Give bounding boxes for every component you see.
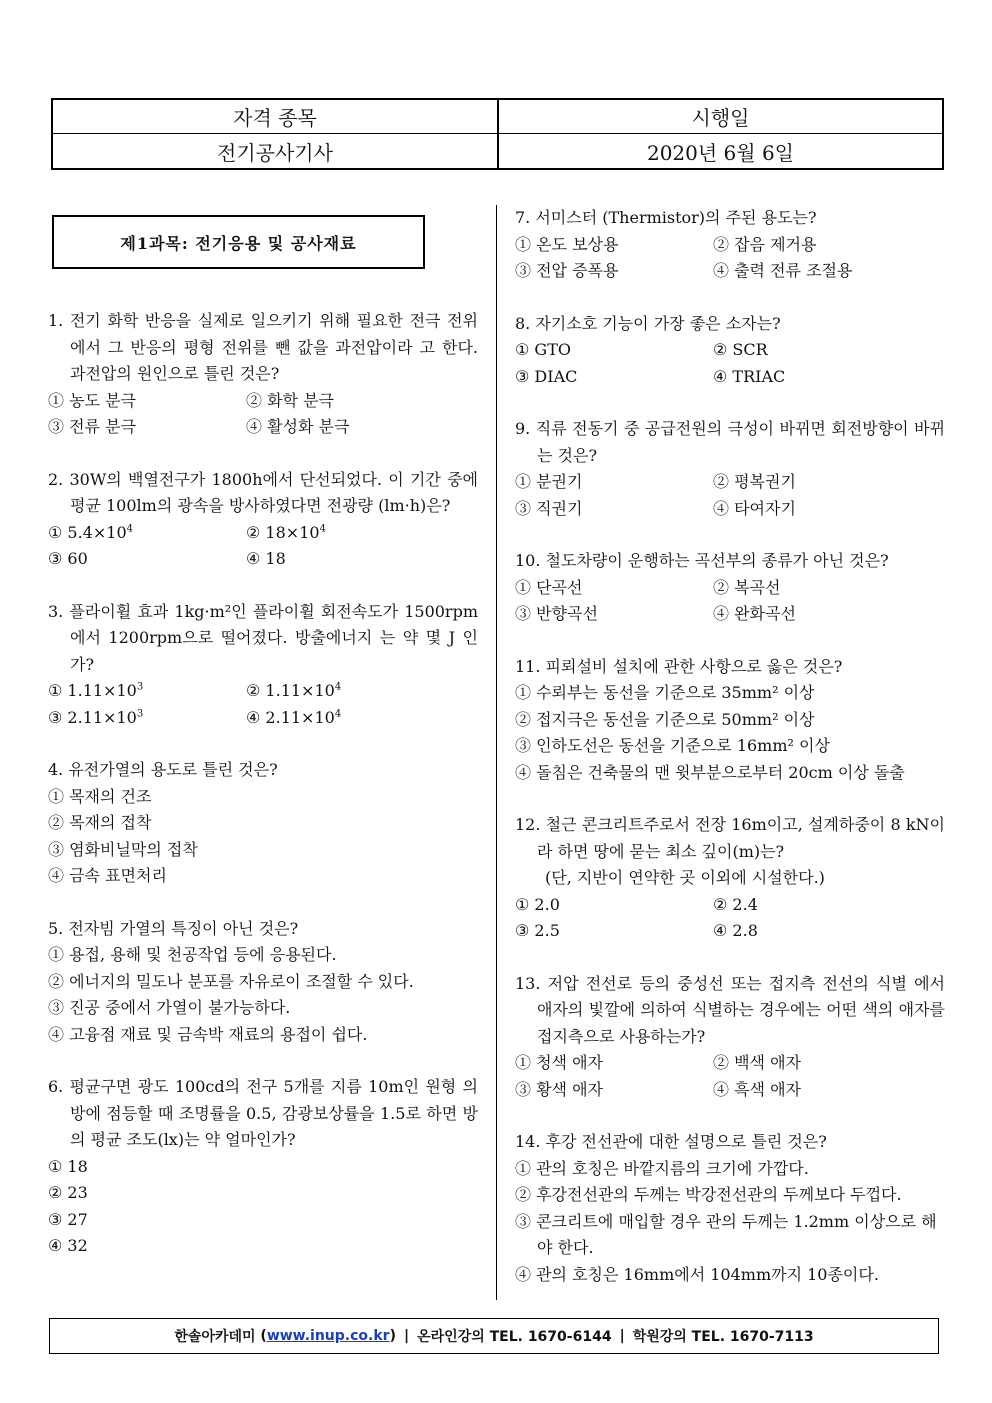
- option-3[interactable]: ③ 반향곡선: [515, 604, 598, 623]
- question-stem: 7. 서미스터 (Thermistor)의 주된 용도는?: [515, 208, 817, 227]
- question-stem: 5. 전자빔 가열의 특징이 아닌 것은?: [48, 918, 299, 938]
- options: [48, 1154, 478, 1260]
- option-1[interactable]: ① 2.0: [515, 894, 560, 914]
- option-2[interactable]: [246, 520, 478, 547]
- option-3[interactable]: ③ 전압 증폭용: [515, 261, 619, 280]
- options: [515, 575, 945, 628]
- question-stem: 10. 철도차량이 운행하는 곡선부의 종류가 아닌 것은?: [515, 551, 889, 570]
- option-4[interactable]: ④ 관의 호칭은 16mm에서 104mm까지 10종이다.: [515, 1264, 879, 1284]
- subject-title: 제1과목: 전기응용 및 공사재료: [52, 215, 425, 269]
- left-column: [48, 308, 478, 1286]
- question-12: [515, 812, 945, 945]
- question-stem: 1. 전기 화학 반응을 실제로 일으키기 위해 필요한 전극 전위에서 그 반응의 평형 전위를 뺀 값을 과전압이라 고 한다. 과전압의 원인으로 틀린 것은?: [48, 311, 478, 383]
- footer-url-link[interactable]: www.inup.co.kr: [266, 1328, 390, 1344]
- question-stem: 12. 철근 콘크리트주로서 전장 16m이고, 설계하중이 8 kN이라 하면 땅에 묻는 최소 깊이(m)는?: [515, 815, 945, 861]
- option-1[interactable]: ① 용접, 용해 및 천공작업 등에 응용된다.: [48, 945, 337, 964]
- question-2: [48, 467, 478, 573]
- option-1[interactable]: ① 수뢰부는 동선을 기준으로 35mm² 이상: [515, 683, 815, 702]
- option-4[interactable]: ④ 타여자기: [713, 498, 796, 518]
- option-2[interactable]: ② 화학 분극: [246, 390, 334, 410]
- option-3[interactable]: ③ 전류 분극: [48, 417, 136, 436]
- options: [515, 680, 945, 786]
- footer-url-close: ): [389, 1328, 396, 1344]
- option-1[interactable]: ① 온도 보상용: [515, 234, 619, 254]
- option-text: ② 1.11×10: [246, 681, 335, 700]
- option-3[interactable]: ③ 27: [48, 1209, 88, 1229]
- header-date-label: 시행일: [499, 100, 942, 134]
- option-4[interactable]: ④ 32: [48, 1236, 88, 1255]
- option-2[interactable]: ② 목재의 접착: [48, 813, 152, 832]
- option-2[interactable]: ② 백색 애자: [713, 1053, 801, 1072]
- question-11: [515, 654, 945, 787]
- option-2[interactable]: ② 접지극은 동선을 기준으로 50mm² 이상: [515, 709, 815, 729]
- option-3[interactable]: ③ 염화비닐막의 접착: [48, 839, 198, 859]
- question-5: [48, 916, 478, 1049]
- question-stem: 11. 피뢰설비 설치에 관한 사항으로 옳은 것은?: [515, 656, 843, 676]
- option-text: ① 5.4×10: [48, 522, 127, 542]
- option-1[interactable]: ① 청색 애자: [515, 1053, 603, 1072]
- option-2[interactable]: ② 에너지의 밀도나 분포를 자유로이 조절할 수 있다.: [48, 971, 414, 991]
- header-date-value: 2020년 6월 6일: [646, 140, 795, 165]
- question-1: [48, 308, 478, 441]
- page-footer: [49, 1318, 939, 1354]
- options: [515, 1050, 945, 1103]
- option-1[interactable]: ① 목재의 건조: [48, 786, 152, 806]
- question-13: [515, 971, 945, 1104]
- question-7: [515, 205, 945, 285]
- options: [515, 337, 945, 390]
- option-3[interactable]: ③ 인하도선은 동선을 기준으로 16mm² 이상: [515, 736, 830, 755]
- question-note: (단, 지반이 연약한 곳 이외에 시설한다.): [545, 868, 825, 887]
- exponent: 4: [334, 681, 342, 693]
- exponent: 3: [136, 708, 144, 720]
- option-4[interactable]: ④ 돌침은 건축물의 맨 윗부분으로부터 20cm 이상 돌출: [515, 762, 905, 782]
- header-qualification-value: 전기공사기사: [53, 134, 499, 168]
- option-4[interactable]: ④ 금속 표면처리: [48, 866, 167, 885]
- option-4[interactable]: ④ 2.8: [713, 921, 758, 940]
- option-2[interactable]: ② 2.4: [713, 894, 758, 914]
- options: [515, 469, 945, 522]
- option-4[interactable]: ④ 활성화 분극: [246, 417, 350, 436]
- header-qualification-label: 자격 종목: [53, 100, 499, 134]
- options: [515, 232, 945, 285]
- exam-header-table: [51, 98, 944, 170]
- footer-online: 온라인강의 TEL. 1670-6144: [417, 1329, 612, 1345]
- option-1[interactable]: [48, 520, 246, 547]
- option-3[interactable]: ③ 콘크리트에 매입할 경우 관의 두께는 1.2mm 이상으로 해야 한다.: [515, 1211, 937, 1257]
- option-2[interactable]: ② 복곡선: [713, 577, 781, 597]
- option-text: ④ 2.11×10: [246, 707, 335, 727]
- option-1[interactable]: ① 관의 호칭은 바깥지름의 크기에 가깝다.: [515, 1158, 809, 1178]
- options: [48, 520, 478, 573]
- footer-url-open: (: [255, 1328, 267, 1344]
- question-stem: 3. 플라이휠 효과 1kg·m²인 플라이휠 회전속도가 1500rpm에서 1200rpm으로 떨어졌다. 방출에너지 는 약 몇 J 인가?: [48, 601, 478, 674]
- question-4: [48, 757, 478, 890]
- options: [48, 784, 478, 890]
- question-10: [515, 548, 945, 628]
- option-3[interactable]: ③ 직권기: [515, 498, 583, 518]
- option-3[interactable]: [48, 705, 246, 732]
- option-2[interactable]: ② SCR: [713, 340, 768, 359]
- footer-separator: |: [403, 1328, 410, 1344]
- footer-offline: 학원강의 TEL. 1670-7113: [632, 1329, 814, 1345]
- footer-separator: |: [619, 1328, 625, 1344]
- question-stem: 4. 유전가열의 용도로 틀린 것은?: [48, 760, 278, 779]
- option-3[interactable]: ③ 60: [48, 549, 88, 568]
- option-4[interactable]: ④ 18: [246, 549, 286, 568]
- option-1[interactable]: ① 18: [48, 1156, 88, 1176]
- option-2[interactable]: ② 23: [48, 1183, 88, 1202]
- option-4[interactable]: ④ 고융점 재료 및 금속박 재료의 용접이 쉽다.: [48, 1024, 368, 1044]
- options: [515, 892, 945, 945]
- option-1[interactable]: ① 분권기: [515, 472, 583, 491]
- question-stem: 13. 저압 전선로 등의 중성선 또는 접지측 전선의 식별 에서 애자의 빛깔에 의하여 식별하는 경우에는 어떤 색의 애자를 접지측으로 사용하는가?: [515, 973, 945, 1046]
- option-text: ③ 2.11×10: [48, 707, 137, 727]
- question-6: [48, 1074, 478, 1260]
- option-4[interactable]: ④ 완화곡선: [713, 604, 796, 623]
- column-divider: [496, 205, 497, 1300]
- question-3: [48, 599, 478, 732]
- option-text: ① 1.11×10: [48, 681, 137, 700]
- footer-academy: 한솔아카데미: [174, 1329, 256, 1345]
- option-3[interactable]: ③ 2.5: [515, 921, 560, 940]
- options: [48, 388, 478, 441]
- exponent: 4: [334, 708, 342, 720]
- option-4[interactable]: ④ 출력 전류 조절용: [713, 261, 853, 280]
- option-1[interactable]: ① 단곡선: [515, 577, 583, 597]
- options: [48, 942, 478, 1048]
- option-3[interactable]: ③ DIAC: [515, 366, 578, 386]
- option-1[interactable]: ① GTO: [515, 340, 571, 359]
- exponent: 3: [136, 681, 144, 693]
- options: [48, 678, 478, 731]
- question-stem: 6. 평균구면 광도 100cd의 전구 5개를 지름 10m인 원형 의 방에 점등할 때 조명률을 0.5, 감광보상률을 1.5로 하면 방의 평균 조도(lx)는 약 얼마인가?: [48, 1077, 478, 1149]
- option-3[interactable]: ③ 황색 애자: [515, 1079, 603, 1099]
- question-9: [515, 416, 945, 522]
- option-1[interactable]: ① 농도 분극: [48, 390, 136, 410]
- option-3[interactable]: ③ 진공 중에서 가열이 불가능하다.: [48, 998, 291, 1017]
- question-stem: 8. 자기소호 기능이 가장 좋은 소자는?: [515, 313, 781, 333]
- option-4[interactable]: ④ 흑색 애자: [713, 1079, 801, 1099]
- right-column: [515, 205, 945, 1314]
- option-4[interactable]: ④ TRIAC: [713, 366, 786, 386]
- question-14: [515, 1129, 945, 1288]
- question-stem: 2. 30W의 백열전구가 1800h에서 단선되었다. 이 기간 중에 평균 100lm의 광속을 방사하였다면 전광량 (lm·h)은?: [48, 469, 478, 515]
- question-8: [515, 311, 945, 391]
- option-text: ② 18×10: [246, 522, 320, 542]
- question-stem: 9. 직류 전동기 중 공급전원의 극성이 바뀌면 회전방향이 바뀌는 것은?: [515, 419, 945, 465]
- option-2[interactable]: ② 평복권기: [713, 472, 796, 491]
- options: [515, 1156, 945, 1289]
- exponent: 4: [126, 523, 134, 535]
- question-stem: 14. 후강 전선관에 대한 설명으로 틀린 것은?: [515, 1132, 827, 1151]
- option-2[interactable]: ② 잡음 제거용: [713, 234, 817, 254]
- option-4[interactable]: [246, 705, 478, 732]
- option-2[interactable]: ② 후강전선관의 두께는 박강전선관의 두께보다 두껍다.: [515, 1185, 902, 1204]
- exponent: 4: [319, 523, 326, 535]
- option-2[interactable]: [246, 678, 478, 705]
- option-1[interactable]: [48, 678, 246, 705]
